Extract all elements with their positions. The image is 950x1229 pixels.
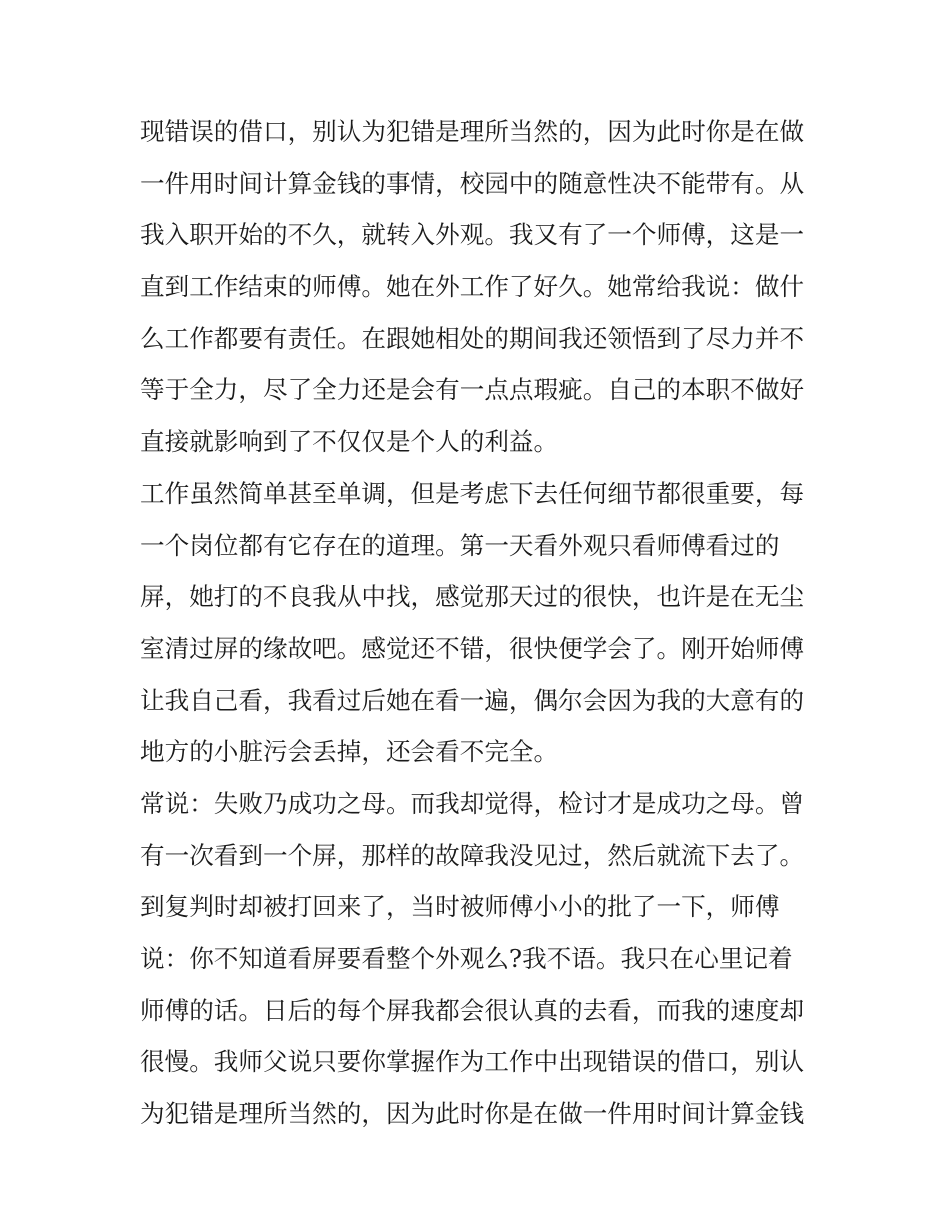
text-line: 等于全力，尽了全力还是会有一点点瑕疵。自己的本职不做好	[140, 375, 805, 405]
text-line: 到复判时却被打回来了，当时被师傅小小的批了一下，师傅	[140, 892, 780, 922]
text-line: 工作虽然简单甚至单调，但是考虑下去任何细节都很重要，每	[140, 478, 805, 508]
text-line: 直接就影响到了不仅仅是个人的利益。	[140, 427, 559, 457]
body-text	[140, 106, 820, 1140]
text-line: 现错误的借口，别认为犯错是理所当然的，因为此时你是在做	[140, 117, 805, 146]
text-line: 我入职开始的不久，就转入外观。我又有了一个师傅，这是一	[140, 220, 805, 250]
text-line: 一件用时间计算金钱的事情，校园中的随意性决不能带有。从	[140, 168, 805, 198]
text-line: 屏，她打的不良我从中找，感觉那天过的很快，也许是在无尘	[140, 582, 805, 612]
text-line: 常说：失败乃成功之母。而我却觉得，检讨才是成功之母。曾	[140, 788, 805, 818]
text-line: 很慢。我师父说只要你掌握作为工作中出现错误的借口，别认	[140, 1047, 805, 1077]
text-line: 有一次看到一个屏，那样的故障我没见过，然后就流下去了。	[140, 840, 805, 870]
text-line: 师傅的话。日后的每个屏我都会很认真的去看，而我的速度却	[140, 995, 805, 1025]
text-line: 为犯错是理所当然的，因为此时你是在做一件用时间计算金钱	[140, 1099, 805, 1129]
text-line: 直到工作结束的师傅。她在外工作了好久。她常给我说：做什	[140, 272, 805, 302]
text-line: 么工作都要有责任。在跟她相处的期间我还领悟到了尽力并不	[140, 323, 805, 353]
text-line: 一个岗位都有它存在的道理。第一天看外观只看师傅看过的	[140, 530, 780, 560]
text-line: 说：你不知道看屏要看整个外观么?我不语。我只在心里记着	[140, 944, 793, 973]
text-line: 地方的小脏污会丢掉，还会看不完全。	[140, 737, 559, 767]
text-line: 室清过屏的缘故吧。感觉还不错，很快便学会了。刚开始师傅	[140, 633, 805, 663]
text-line: 让我自己看，我看过后她在看一遍，偶尔会因为我的大意有的	[140, 685, 805, 715]
